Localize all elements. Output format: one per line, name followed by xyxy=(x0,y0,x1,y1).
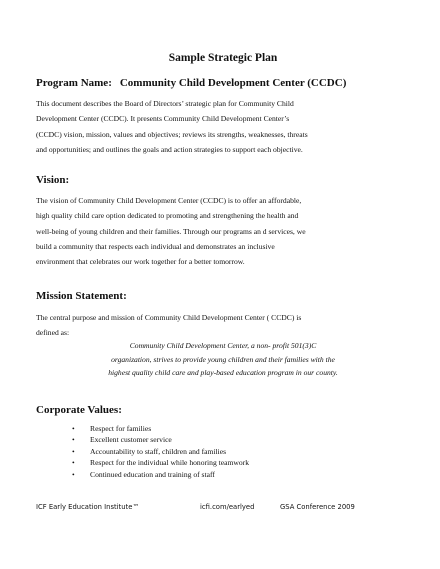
list-item: • Respect for families xyxy=(72,424,152,433)
footer-event: GSA Conference 2009 xyxy=(280,503,355,511)
bullet-icon: • xyxy=(72,458,75,468)
mission-quote xyxy=(36,339,410,380)
list-item: • Accountability to staff, children and families xyxy=(72,446,227,456)
vision-line: environment that celebrates our work together for a better tomorrow. xyxy=(36,257,245,267)
intro-line: (CCDC) vision, mission, values and objectives; reviews its strengths, weaknesses, threats xyxy=(36,129,308,139)
vision-heading: Vision: xyxy=(36,174,70,186)
mission-line: defined as: xyxy=(36,328,70,338)
values-heading: Corporate Values: xyxy=(36,404,122,416)
footer-website: icfi.com/earlyed xyxy=(200,503,255,511)
intro-paragraph xyxy=(36,96,408,157)
vision-line: well-being of young children and their families. Through our programs an d services, we xyxy=(36,226,306,236)
list-item: • Respect for the individual while honoring teamwork xyxy=(72,458,250,468)
list-item: • Excellent customer service xyxy=(72,435,172,445)
bullet-icon: • xyxy=(72,435,75,445)
vision-paragraph xyxy=(36,193,408,269)
bullet-icon: • xyxy=(72,446,75,456)
intro-line: and opportunities; and outlines the goals and action strategies to support each objective. xyxy=(36,144,303,154)
bullet-icon: • xyxy=(72,424,75,433)
list-item: • Continued education and training of staff xyxy=(72,469,215,479)
mission-line: The central purpose and mission of Community Child Development Center ( CCDC) is xyxy=(36,313,302,322)
vision-line: high quality child care option dedicated to promoting and strengthening the health and xyxy=(36,211,299,221)
mission-paragraph xyxy=(36,310,408,341)
quote-line: organization, strives to provide young children and their families with the xyxy=(111,354,335,364)
values-list xyxy=(72,423,249,480)
vision-line: The vision of Community Child Development Center (CCDC) is to offer an affordable, xyxy=(36,196,302,205)
bullet-icon: • xyxy=(72,469,75,479)
intro-line: This document describes the Board of Directors’ strategic plan for Community Child xyxy=(36,99,294,108)
quote-line: highest quality child care and play-based education program in our county. xyxy=(108,368,338,377)
vision-line: build a community that respects each individual and demonstrates an inclusive xyxy=(36,241,275,251)
program-heading xyxy=(36,76,346,90)
intro-line: Development Center (CCDC). It presents Community Child Development Center’s xyxy=(36,114,290,124)
footer-organization: ICF Early Education Institute™ xyxy=(36,503,140,511)
quote-line: Community Child Development Center, a non- profit 501(3)C xyxy=(129,341,317,350)
program-value: Community Child Development Center (CCDC) xyxy=(119,77,347,89)
program-label: Program Name: xyxy=(36,77,112,89)
mission-heading: Mission Statement: xyxy=(36,290,127,302)
document-title: Sample Strategic Plan xyxy=(168,52,278,64)
